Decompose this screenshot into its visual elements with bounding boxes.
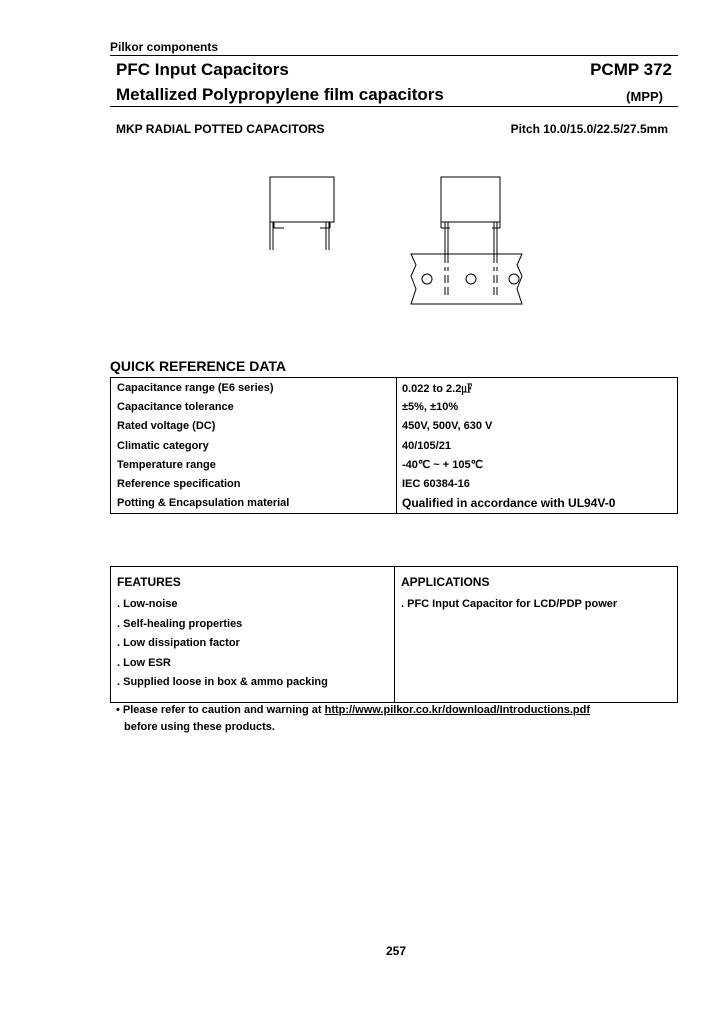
- feature-item: . Supplied loose in box & ammo packing: [117, 676, 328, 688]
- applications-cell: [395, 567, 678, 703]
- spec-label: Rated voltage (DC): [111, 417, 397, 436]
- table-row: [111, 494, 678, 514]
- spec-value: 450V, 500V, 630 V: [402, 420, 493, 433]
- table-row: [111, 474, 678, 493]
- features-applications-table: [110, 566, 678, 703]
- spec-label: Temperature range: [111, 455, 397, 474]
- feature-item: . Low dissipation factor: [117, 637, 240, 649]
- spec-value: 0.022 to 2.2㎌: [402, 382, 473, 395]
- caution-note-text: • Please refer to caution and warning at: [116, 704, 325, 716]
- quick-reference-table: [110, 377, 678, 514]
- page-number: 257: [386, 944, 407, 958]
- spec-label: Reference specification: [111, 474, 397, 493]
- spec-value: ±5%, ±10%: [402, 400, 459, 413]
- features-cell: [111, 567, 395, 703]
- type-code: (MPP): [626, 89, 663, 104]
- spec-value: IEC 60384-16: [402, 478, 470, 491]
- spec-value: 40/105/21: [402, 439, 451, 452]
- table-row: [111, 378, 678, 398]
- feature-item: . Low ESR: [117, 656, 171, 669]
- spec-value: -40℃ ~ + 105℃: [402, 459, 483, 472]
- spec-label: Capacitance range (E6 series): [111, 378, 397, 398]
- pitch-spec: Pitch 10.0/15.0/22.5/27.5mm: [510, 122, 668, 136]
- spec-label: Climatic category: [111, 436, 397, 455]
- application-item: . PFC Input Capacitor for LCD/PDP power: [401, 598, 618, 610]
- features-title: FEATURES: [117, 575, 181, 589]
- header-rule-bottom: [110, 106, 678, 107]
- capacitor-drawing: [260, 170, 540, 310]
- quick-reference-title: QUICK REFERENCE DATA: [110, 358, 287, 374]
- applications-title: APPLICATIONS: [401, 575, 490, 589]
- caution-note-line2: before using these products.: [124, 721, 275, 733]
- product-subtitle: Metallized Polypropylene film capacitors: [116, 85, 444, 104]
- caution-note: [116, 704, 590, 716]
- spec-value: Qualified in accordance with UL94V-0: [402, 496, 616, 511]
- product-title: PFC Input Capacitors: [116, 60, 289, 79]
- spec-label: Potting & Encapsulation material: [111, 494, 397, 514]
- feature-item: . Self-healing properties: [117, 617, 243, 630]
- table-row: [111, 436, 678, 455]
- header-rule-top: [110, 55, 678, 56]
- caution-link[interactable]: http://www.pilkor.co.kr/download/Introductions.pdf: [324, 704, 591, 716]
- table-row: [111, 417, 678, 436]
- spec-label: Capacitance tolerance: [111, 397, 397, 416]
- section-subheading: MKP RADIAL POTTED CAPACITORS: [116, 122, 325, 136]
- feature-item: . Low-noise: [117, 598, 178, 610]
- table-row: [111, 397, 678, 416]
- company-name: Pilkor components: [110, 40, 219, 54]
- part-code: PCMP 372: [590, 60, 672, 79]
- table-row: [111, 455, 678, 474]
